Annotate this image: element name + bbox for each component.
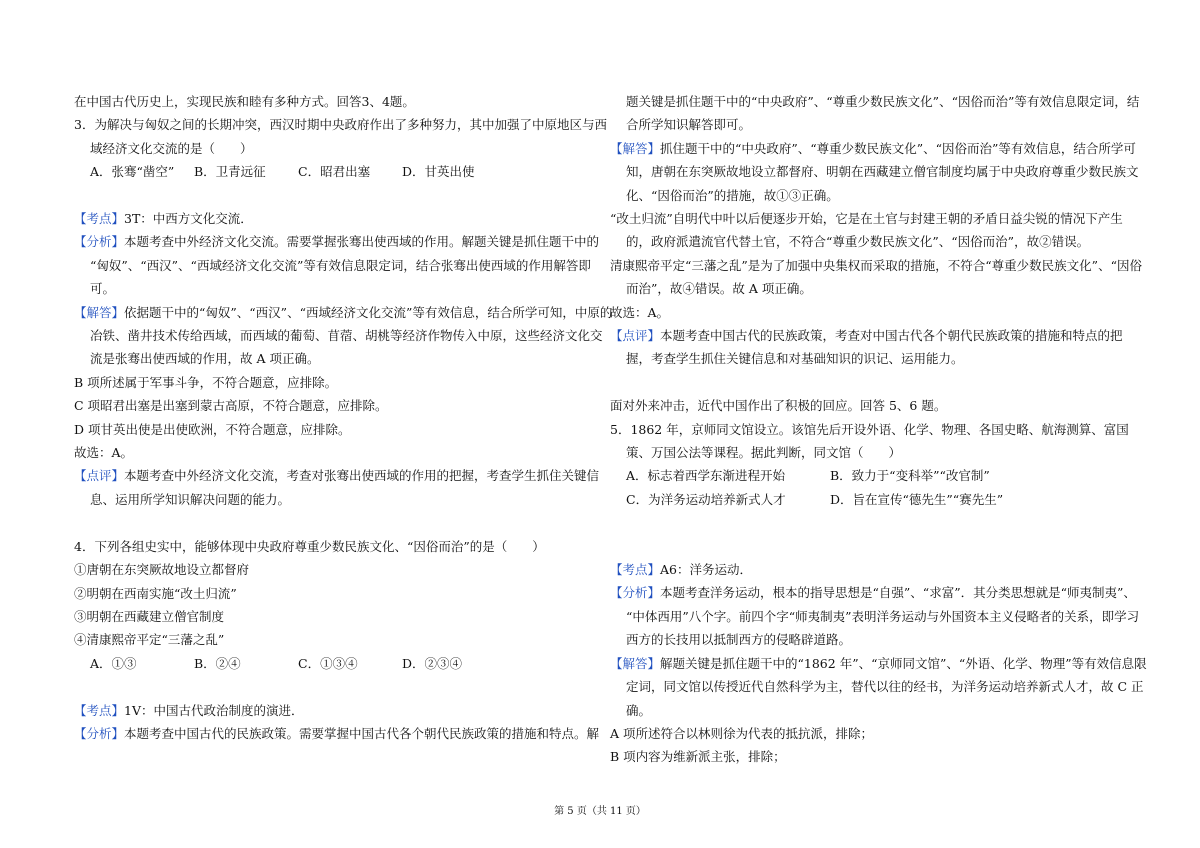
text-line (610, 184, 1126, 207)
text-line (74, 558, 590, 581)
text-line (74, 464, 600, 487)
text-line (74, 418, 590, 441)
text-line (610, 581, 1136, 604)
text-line (74, 113, 607, 136)
text-line (610, 441, 1126, 464)
line-text: 流是张骞出使西域的作用，故 A 项正确。 (90, 351, 320, 367)
answer-options (74, 160, 590, 183)
line-text: 冶铁、凿井技术传给西域，而西域的葡萄、苜蓿、胡桃等经济作物传入中原，这些经济文化交 (90, 328, 603, 344)
line-text: “中体西用”八个字。前四个字“师夷制夷”表明洋务运动与外国资本主义侵略者的关系，即学习 (626, 608, 1140, 624)
text-line (610, 160, 1139, 183)
line-text: A6：洋务运动． (660, 562, 752, 578)
line-text: 4．下列各组史实中，能够体现中央政府尊重少数民族文化、“因俗而治”的是（ ） (74, 538, 545, 554)
blank-line (610, 511, 1126, 534)
text-line (74, 254, 590, 277)
line-text: 题关键是抓住题干中的“中央政府”、“尊重少数民族文化”、“因俗而治”等有效信息限定词，结 (626, 94, 1140, 109)
text-line (610, 230, 1126, 253)
text-line (74, 301, 613, 324)
line-text: 故选：A。 (74, 445, 134, 461)
line-text: 确。 (626, 702, 652, 718)
text-line (74, 628, 590, 651)
line-text: 合所学知识解答即可。 (626, 117, 752, 133)
section-tag: 【点评】 (610, 328, 661, 344)
line-text: 抓住题干中的“中央政府”、“尊重少数民族文化”、“因俗而治”等有效信息，结合所学可 (660, 140, 1136, 156)
line-text: 定词，同文馆以传授近代自然科学为主，替代以往的经书，为洋务运动培养新式人才，故 C 正 (626, 679, 1144, 695)
option-item: C．为洋务运动培养新式人才 (626, 491, 786, 507)
line-text: ②明朝在西南实施“改土归流” (74, 585, 237, 601)
option-item: B．致力于“变科举”“改官制” (830, 468, 990, 484)
line-text: ④清康熙帝平定“三藩之乱” (74, 632, 225, 648)
page-footer: 第 5 页（共 11 页） (554, 806, 646, 817)
text-line (610, 675, 1144, 698)
text-line (74, 441, 590, 464)
option-item: D．②③④ (402, 655, 463, 671)
option-item: A．①③ (90, 655, 137, 671)
text-line (74, 90, 590, 113)
section-tag: 【考点】 (610, 562, 661, 578)
section-tag: 【解答】 (610, 140, 661, 156)
text-line (74, 137, 590, 160)
text-line (610, 745, 1126, 768)
text-line (610, 652, 1147, 675)
line-text: 面对外来冲击，近代中国作出了积极的回应。回答 5、6 题。 (610, 398, 947, 414)
text-line (610, 394, 1126, 417)
line-text: 依据题干中的“匈奴”、“西汉”、“西域经济文化交流”等有效信息，结合所学可知，中原的 (124, 304, 613, 320)
option-item: D．甘英出使 (402, 164, 475, 180)
line-text: 解题关键是抓住题干中的“1862 年”、“京师同文馆”、“外语、化学、物理”等有效信息限 (660, 655, 1147, 671)
line-text: 本题考查中外经济文化交流。需要掌握张骞出使西域的作用。解题关键是抓住题干中的 (124, 234, 600, 250)
right-column (610, 90, 1147, 769)
line-text: 故选：A。 (610, 304, 670, 320)
line-text: A 项所述符合以林则徐为代表的抵抗派，排除； (610, 725, 874, 741)
line-text: 本题考查中国古代的民族政策，考查对中国古代各个朝代民族政策的措施和特点的把 (660, 328, 1123, 344)
text-line (610, 628, 1126, 651)
option-item: C．昭君出塞 (298, 164, 371, 180)
text-line (610, 722, 1126, 745)
line-text: “匈奴”、“西汉”、“西域经济文化交流”等有效信息限定词，结合张骞出使西域的作用解答即 (90, 257, 591, 273)
text-line (74, 722, 600, 745)
line-text: 5．1862 年，京师同文馆设立。该馆先后开设外语、化学、物理、各国史略、航海测算、富国 (610, 421, 1129, 437)
text-line (74, 582, 590, 605)
text-line (610, 113, 1126, 136)
text-line (610, 207, 1126, 230)
text-line (74, 347, 590, 370)
answer-options (74, 652, 590, 675)
section-tag: 【分析】 (610, 585, 661, 601)
line-text: B 项所述属于军事斗争，不符合题意，应排除。 (74, 374, 338, 390)
text-line (610, 558, 1126, 581)
line-text: 策、万国公法等课程。据此判断，同文馆（ ） (626, 445, 902, 461)
line-text: “改土归流”自明代中叶以后便逐步开始，它是在土官与封建王朝的矛盾日益尖锐的情况下产生 (610, 211, 1123, 227)
line-text: 本题考查洋务运动，根本的指导思想是“自强”、“求富”．其分类思想就是“师夷制夷”、 (660, 585, 1136, 601)
text-line (610, 277, 1126, 300)
line-text: 本题考查中外经济文化交流，考查对张骞出使西域的作用的把握，考查学生抓住关键信 (124, 468, 600, 484)
text-line (610, 301, 1126, 324)
line-text: C 项昭君出塞是出塞到蒙古高原，不符合题意，应排除。 (74, 398, 388, 414)
line-text: 可。 (90, 281, 116, 297)
text-line (74, 371, 590, 394)
text-line (74, 394, 590, 417)
line-text: 西方的长技用以抵制西方的侵略辟道路。 (626, 632, 852, 648)
text-line (610, 418, 1129, 441)
line-text: 3．为解决与匈奴之间的长期冲突，西汉时期中央政府作出了多种努力，其中加强了中原地区与西 (74, 117, 607, 133)
blank-line (74, 675, 590, 698)
line-text: ①唐朝在东突厥故地设立都督府 (74, 562, 250, 578)
line-text: 1V：中国古代政治制度的演进． (124, 702, 304, 718)
text-line (610, 699, 1126, 722)
text-line (74, 605, 590, 628)
line-text: ③明朝在西藏建立僧官制度 (74, 608, 225, 624)
option-item: A．标志着西学东渐进程开始 (626, 468, 786, 484)
text-line (74, 277, 590, 300)
text-line (74, 324, 603, 347)
line-text: 本题考查中国古代的民族政策。需要掌握中国古代各个朝代民族政策的措施和特点。解 (124, 725, 600, 741)
text-line (610, 324, 1126, 347)
text-line (610, 605, 1140, 628)
text-line (74, 488, 590, 511)
blank-line (74, 511, 590, 534)
left-column (74, 90, 613, 745)
blank-line (610, 535, 1126, 558)
section-tag: 【解答】 (610, 655, 661, 671)
text-line (74, 207, 590, 230)
line-text: 的，政府派遣流官代替土官，不符合“尊重少数民族文化”、“因俗而治”，故②错误。 (626, 234, 1090, 250)
section-tag: 【解答】 (74, 304, 125, 320)
section-tag: 【考点】 (74, 702, 125, 718)
section-tag: 【分析】 (74, 234, 125, 250)
line-text: 在中国古代历史上，实现民族和睦有多种方式。回答3、4题。 (74, 94, 415, 109)
text-line (610, 137, 1136, 160)
option-item: B．②④ (194, 655, 241, 671)
text-line (74, 230, 600, 253)
line-text: 而治”，故④错误。故 A 项正确。 (626, 281, 812, 297)
line-text: D 项甘英出使是出使欧洲，不符合题意，应排除。 (74, 421, 351, 437)
section-tag: 【点评】 (74, 468, 125, 484)
option-item: C．①③④ (298, 655, 358, 671)
line-text: 3T：中西方文化交流． (124, 211, 253, 227)
line-text: 息、运用所学知识解决问题的能力。 (90, 491, 291, 507)
section-tag: 【分析】 (74, 725, 125, 741)
option-item: A．张骞“凿空” (90, 164, 175, 180)
line-text: 知，唐朝在东突厥故地设立都督府、明朝在西藏建立僧官制度均属于中央政府尊重少数民族文 (626, 164, 1139, 180)
option-item: D．旨在宣传“德先生”“赛先生” (830, 491, 1004, 507)
text-line (74, 535, 590, 558)
line-text: 化、“因俗而治”的措施，故①③正确。 (626, 187, 839, 203)
section-tag: 【考点】 (74, 211, 125, 227)
option-item: B．卫青远征 (194, 164, 266, 180)
blank-line (74, 184, 590, 207)
answer-options (610, 488, 1126, 511)
blank-line (610, 371, 1126, 394)
line-text: 清康熙帝平定“三藩之乱”是为了加强中央集权而采取的措施，不符合“尊重少数民族文化”、“因俗 (610, 257, 1142, 273)
answer-options (610, 464, 1126, 487)
text-line (74, 699, 590, 722)
line-text: 域经济文化交流的是（ ） (90, 140, 253, 156)
text-line (610, 254, 1142, 277)
line-text: 握，考查学生抓住关键信息和对基础知识的识记、运用能力。 (626, 351, 964, 367)
text-line (610, 90, 1140, 113)
line-text: B 项内容为维新派主张，排除； (610, 749, 786, 765)
text-line (610, 347, 1126, 370)
